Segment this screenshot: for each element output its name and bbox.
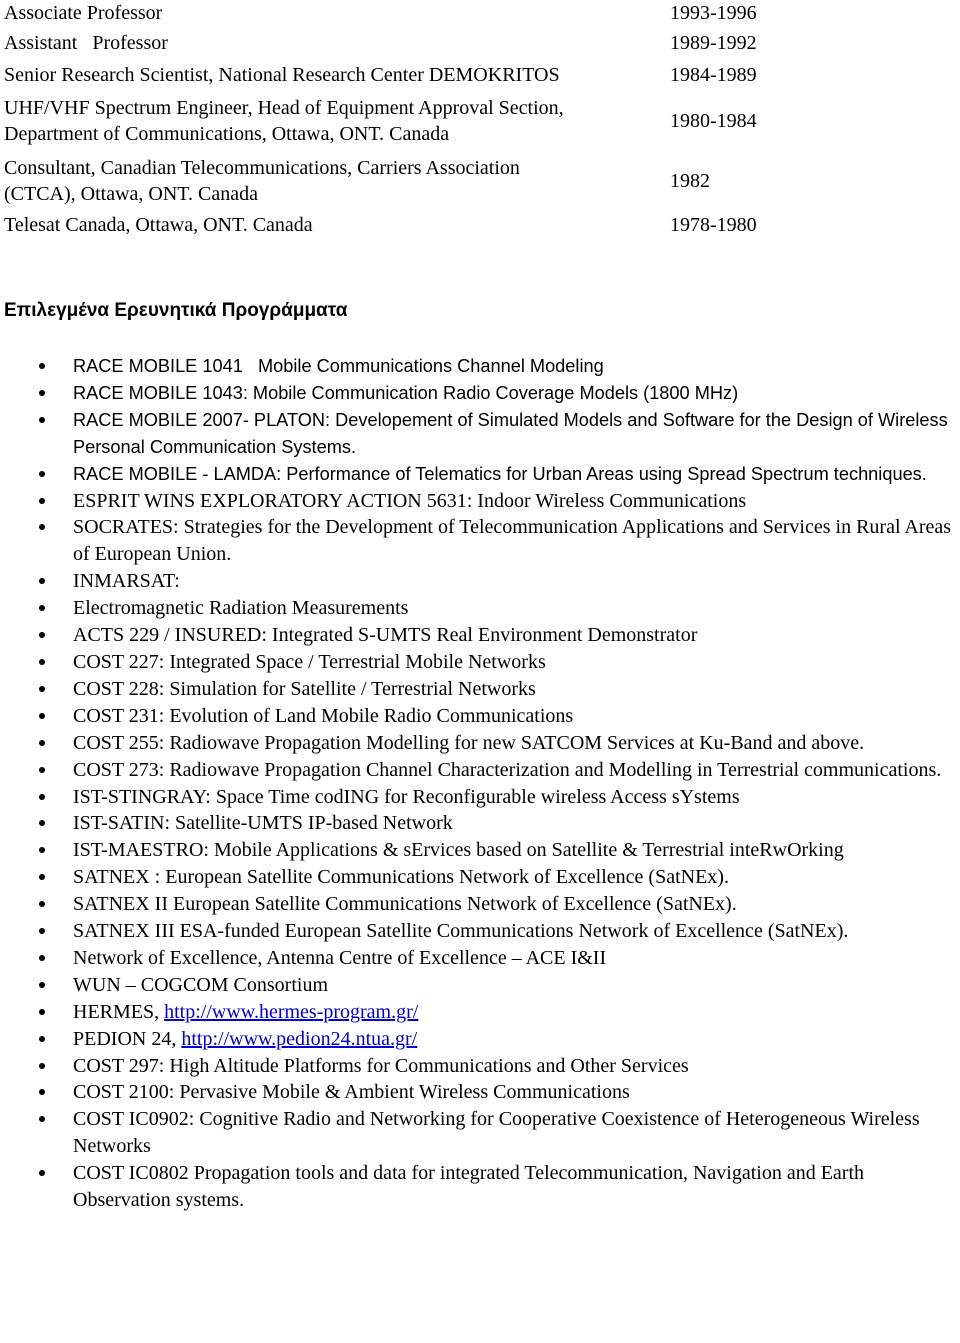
bullet-icon xyxy=(39,498,45,504)
program-item xyxy=(0,1160,960,1214)
position-years: 1978-1980 xyxy=(670,214,757,236)
program-text: RACE MOBILE - LAMDA: Performance of Telematics for Urban Areas using Spread Spectrum techniques. xyxy=(73,463,927,484)
bullet-icon xyxy=(39,901,45,907)
bullet-icon xyxy=(39,820,45,826)
program-text: RACE MOBILE 2007- PLATON: Developement of Simulated Models and Software for the Design of Wireless Personal Communication Systems. xyxy=(73,409,948,457)
program-item xyxy=(0,676,960,703)
program-text: Electromagnetic Radiation Measurements xyxy=(73,597,409,620)
program-item xyxy=(0,488,960,515)
position-title: Telesat Canada, Ottawa, ONT. Canada xyxy=(4,214,313,236)
program-text: COST 231: Evolution of Land Mobile Radio Communications xyxy=(73,704,574,727)
program-list xyxy=(0,353,960,1214)
bullet-icon xyxy=(39,1170,45,1176)
program-text: IST-SATIN: Satellite-UMTS IP-based Network xyxy=(73,812,453,835)
bullet-icon xyxy=(39,1116,45,1122)
position-title-line: UHF/VHF Spectrum Engineer, Head of Equipment Approval Section, xyxy=(4,97,564,119)
position-years: 1989-1992 xyxy=(670,32,757,54)
bullet-icon xyxy=(39,928,45,934)
program-item xyxy=(0,972,960,999)
position-title-line: Consultant, Canadian Telecommunications, Carriers Association xyxy=(4,157,520,179)
bullet-icon xyxy=(39,578,45,584)
program-text: INMARSAT: xyxy=(73,570,180,593)
program-text: COST 297: High Altitude Platforms for Communications and Other Services xyxy=(73,1054,689,1077)
pedion-link[interactable]: http://www.pedion24.ntua.gr/ xyxy=(181,1027,418,1050)
program-item xyxy=(0,1026,960,1053)
program-item xyxy=(0,891,960,918)
program-item xyxy=(0,1079,960,1106)
program-item xyxy=(0,757,960,784)
position-row xyxy=(0,60,960,90)
program-text: COST IC0902: Cognitive Radio and Networking for Cooperative Coexistence of Heterogeneous Wireless Networks xyxy=(73,1108,920,1158)
program-text: IST-MAESTRO: Mobile Applications & sErvices based on Satellite & Terrestrial inteRwOrking xyxy=(73,839,844,862)
program-item xyxy=(0,461,960,488)
bullet-icon xyxy=(39,417,45,423)
positions-table xyxy=(0,0,960,240)
position-years: 1993-1996 xyxy=(670,1,757,24)
program-item xyxy=(0,918,960,945)
program-text: COST 228: Simulation for Satellite / Terrestrial Networks xyxy=(73,677,536,700)
section-heading: Επιλεγμένα Ερευνητικά Προγράμματα xyxy=(4,300,348,321)
position-title-line: Department of Communications, Ottawa, ONT. Canada xyxy=(4,123,450,145)
position-years: 1982 xyxy=(670,170,710,192)
program-item xyxy=(0,945,960,972)
bullet-icon xyxy=(39,1089,45,1095)
position-row xyxy=(0,210,960,240)
position-row xyxy=(0,94,960,148)
program-text: SATNEX II European Satellite Communications Network of Excellence (SatNEx). xyxy=(73,893,737,916)
program-text: HERMES, xyxy=(73,1000,165,1023)
position-row xyxy=(0,28,960,58)
position-row xyxy=(0,154,960,208)
program-item xyxy=(0,514,960,568)
position-title: Senior Research Scientist, National Research Center DEMOKRITOS xyxy=(4,64,560,86)
bullet-icon xyxy=(39,524,45,530)
program-item xyxy=(0,380,960,407)
bullet-icon xyxy=(39,740,45,746)
program-text: Network of Excellence, Antenna Centre of Excellence – ACE I&II xyxy=(73,946,607,969)
program-text: ESPRIT WINS EXPLORATORY ACTION 5631: Indoor Wireless Communications xyxy=(73,489,747,512)
bullet-icon xyxy=(39,1063,45,1069)
program-text: COST 227: Integrated Space / Terrestrial Mobile Networks xyxy=(73,650,546,673)
program-item xyxy=(0,784,960,811)
program-text: RACE MOBILE 1043: Mobile Communication Radio Coverage Models (1800 MHz) xyxy=(73,382,739,403)
bullet-icon xyxy=(39,632,45,638)
program-item xyxy=(0,730,960,757)
program-text: SATNEX : European Satellite Communications Network of Excellence (SatNEx). xyxy=(73,866,729,889)
program-text: COST 255: Radiowave Propagation Modelling for new SATCOM Services at Ku-Band and above. xyxy=(73,731,865,754)
program-item xyxy=(0,353,960,380)
position-title: Associate Professor xyxy=(4,1,163,24)
position-years: 1984-1989 xyxy=(670,64,757,86)
bullet-icon xyxy=(39,1036,45,1042)
bullet-icon xyxy=(39,767,45,773)
program-item xyxy=(0,407,960,461)
bullet-icon xyxy=(39,390,45,396)
program-item xyxy=(0,864,960,891)
program-item xyxy=(0,999,960,1026)
position-title: Assistant Professor xyxy=(4,32,168,54)
program-item xyxy=(0,568,960,595)
hermes-link[interactable]: http://www.hermes-program.gr/ xyxy=(164,1000,419,1023)
bullet-icon xyxy=(39,471,45,477)
program-text: WUN – COGCOM Consortium xyxy=(73,973,329,996)
bullet-icon xyxy=(39,1009,45,1015)
bullet-icon xyxy=(39,659,45,665)
position-title-line: (CTCA), Ottawa, ONT. Canada xyxy=(4,183,259,205)
program-text: RACE MOBILE 1041 Mobile Communications Channel Modeling xyxy=(73,356,604,376)
program-item xyxy=(0,703,960,730)
program-text: COST 2100: Pervasive Mobile & Ambient Wireless Communications xyxy=(73,1081,630,1104)
bullet-icon xyxy=(39,794,45,800)
program-item xyxy=(0,837,960,864)
program-item xyxy=(0,649,960,676)
program-item xyxy=(0,1053,960,1080)
program-text: ACTS 229 / INSURED: Integrated S-UMTS Real Environment Demonstrator xyxy=(73,624,698,647)
position-years: 1980-1984 xyxy=(670,110,757,132)
position-row xyxy=(0,0,960,25)
program-item xyxy=(0,622,960,649)
bullet-icon xyxy=(39,605,45,611)
bullet-icon xyxy=(39,713,45,719)
program-item xyxy=(0,595,960,622)
program-text: COST IC0802 Propagation tools and data for integrated Telecommunication, Navigation and Earth Observation systems. xyxy=(73,1162,865,1212)
program-text: SATNEX III ESA-funded European Satellite Communications Network of Excellence (SatNEx). xyxy=(73,920,849,943)
program-item xyxy=(0,1106,960,1160)
bullet-icon xyxy=(39,363,45,369)
program-item xyxy=(0,810,960,837)
bullet-icon xyxy=(39,686,45,692)
program-text: COST 273: Radiowave Propagation Channel Characterization and Modelling in Terrestrial communications. xyxy=(73,758,942,781)
bullet-icon xyxy=(39,982,45,988)
bullet-icon xyxy=(39,955,45,961)
program-text: SOCRATES: Strategies for the Development of Telecommunication Applications and Services in Rural Areas of European Union. xyxy=(73,516,952,566)
bullet-icon xyxy=(39,847,45,853)
program-text: PEDION 24, xyxy=(73,1027,182,1050)
program-text: IST-STINGRAY: Space Time codING for Reconfigurable wireless Access sYstems xyxy=(73,785,740,808)
position-title xyxy=(0,95,670,147)
bullet-icon xyxy=(39,874,45,880)
position-title xyxy=(0,155,670,207)
